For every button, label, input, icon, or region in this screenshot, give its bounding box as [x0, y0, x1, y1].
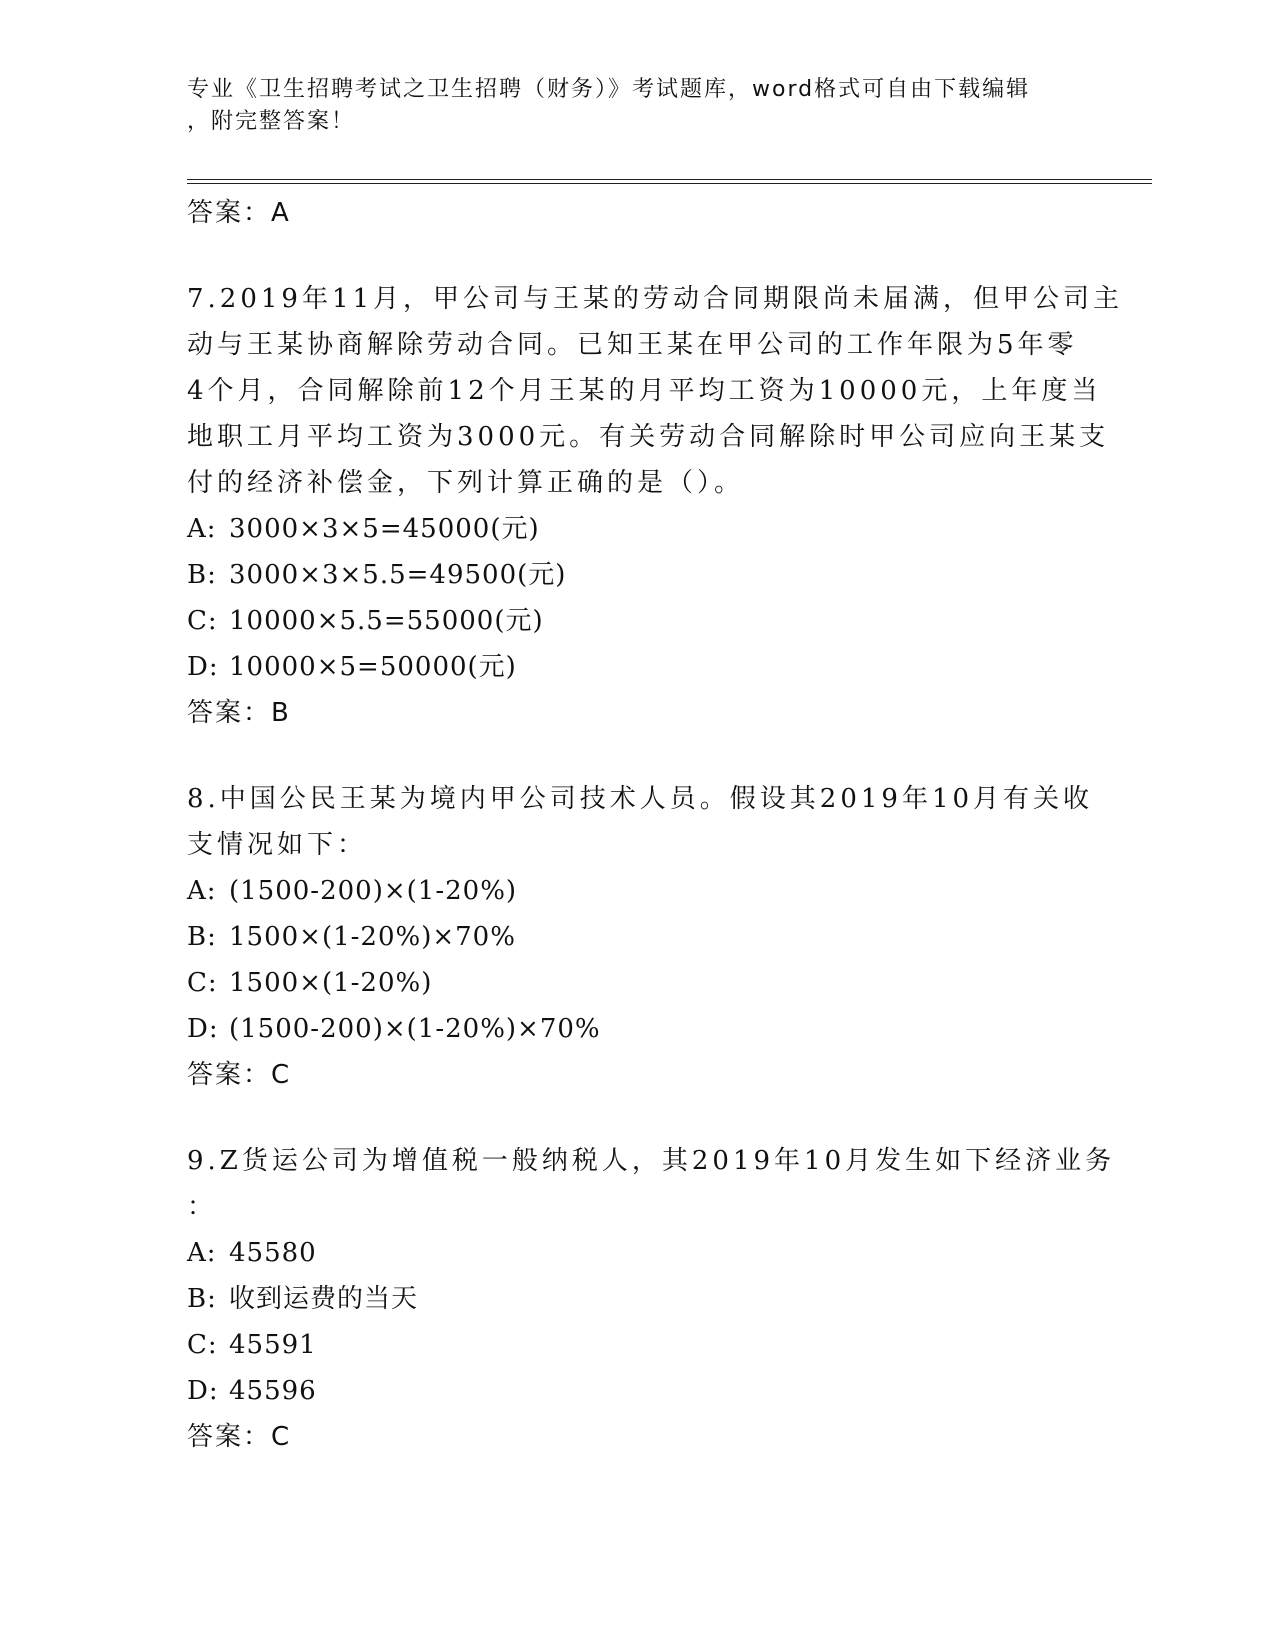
option-a: [187, 506, 1087, 552]
stem-line: 地职工月平均工资为3000元。有关劳动合同解除时甲公司应向王某支: [187, 422, 1110, 452]
option-text: (1500-200)×(1-20%): [229, 876, 518, 906]
question-7: [187, 276, 1124, 736]
option-letter: A:: [187, 514, 217, 544]
stem-line: 9.Z货运公司为增值税一般纳税人，其2019年10月发生如下经济业务: [187, 1146, 1116, 1176]
option-text: 45591: [229, 1330, 317, 1360]
option-text: 3000×3×5.5=49500(元): [229, 560, 567, 590]
option-text: 45580: [229, 1238, 317, 1268]
question-9: [187, 1138, 1116, 1460]
option-letter: C:: [187, 968, 218, 998]
answer: 答案：C: [187, 1422, 292, 1452]
option-letter: B:: [187, 1284, 217, 1314]
previous-answer: 答案：A: [187, 198, 291, 228]
option-text: 45596: [229, 1376, 317, 1406]
option-letter: B:: [187, 922, 217, 952]
option-letter: A:: [187, 1238, 217, 1268]
option-letter: C:: [187, 606, 218, 636]
stem-line: 动与王某协商解除劳动合同。已知王某在甲公司的工作年限为5年零: [187, 330, 1078, 360]
option-text: 10000×5.5=55000(元): [229, 606, 544, 636]
option-text: 1500×(1-20%)×70%: [229, 922, 516, 952]
option-letter: D:: [187, 1014, 219, 1044]
option-d: [187, 1368, 1087, 1414]
option-letter: B:: [187, 560, 217, 590]
option-a: [187, 1230, 1087, 1276]
option-text: 1500×(1-20%): [229, 968, 433, 998]
option-c: [187, 598, 1087, 644]
question-stem: [187, 276, 1124, 506]
stem-line: 付的经济补偿金，下列计算正确的是（）。: [187, 468, 745, 498]
answer: 答案：C: [187, 1060, 292, 1090]
option-text: 收到运费的当天: [229, 1284, 419, 1314]
option-b: [187, 914, 1087, 960]
header-divider-top: [187, 179, 1152, 180]
option-d: [187, 644, 1087, 690]
header-line-2: ，附完整答案！: [187, 109, 356, 134]
option-letter: D:: [187, 1376, 219, 1406]
option-letter: D:: [187, 652, 219, 682]
stem-line: ：: [187, 1192, 218, 1222]
option-text: 3000×3×5=45000(元): [229, 514, 540, 544]
stem-line: 8.中国公民王某为境内甲公司技术人员。假设其2019年10月有关收: [187, 784, 1094, 814]
question-stem: [187, 776, 1094, 868]
question-8: [187, 776, 1094, 1098]
stem-line: 7.2019年11月，甲公司与王某的劳动合同期限尚未届满，但甲公司主: [187, 284, 1124, 314]
stem-line: 支情况如下：: [187, 830, 368, 860]
answer: 答案：B: [187, 698, 291, 728]
option-text: (1500-200)×(1-20%)×70%: [229, 1014, 601, 1044]
option-c: [187, 960, 1087, 1006]
option-b: [187, 1276, 1087, 1322]
option-c: [187, 1322, 1087, 1368]
option-text: 10000×5=50000(元): [229, 652, 517, 682]
header-line-1: 专业《卫生招聘考试之卫生招聘（财务）》考试题库，word格式可自由下载编辑: [187, 77, 1031, 102]
question-stem: [187, 1138, 1116, 1230]
question-list: [187, 190, 1124, 1460]
option-a: [187, 868, 1087, 914]
document-header: [187, 74, 1067, 138]
header-divider-bottom: [187, 183, 1152, 184]
option-letter: C:: [187, 1330, 218, 1360]
option-d: [187, 1006, 1087, 1052]
stem-line: 4个月，合同解除前12个月王某的月平均工资为10000元，上年度当: [187, 376, 1102, 406]
option-b: [187, 552, 1087, 598]
option-letter: A:: [187, 876, 217, 906]
